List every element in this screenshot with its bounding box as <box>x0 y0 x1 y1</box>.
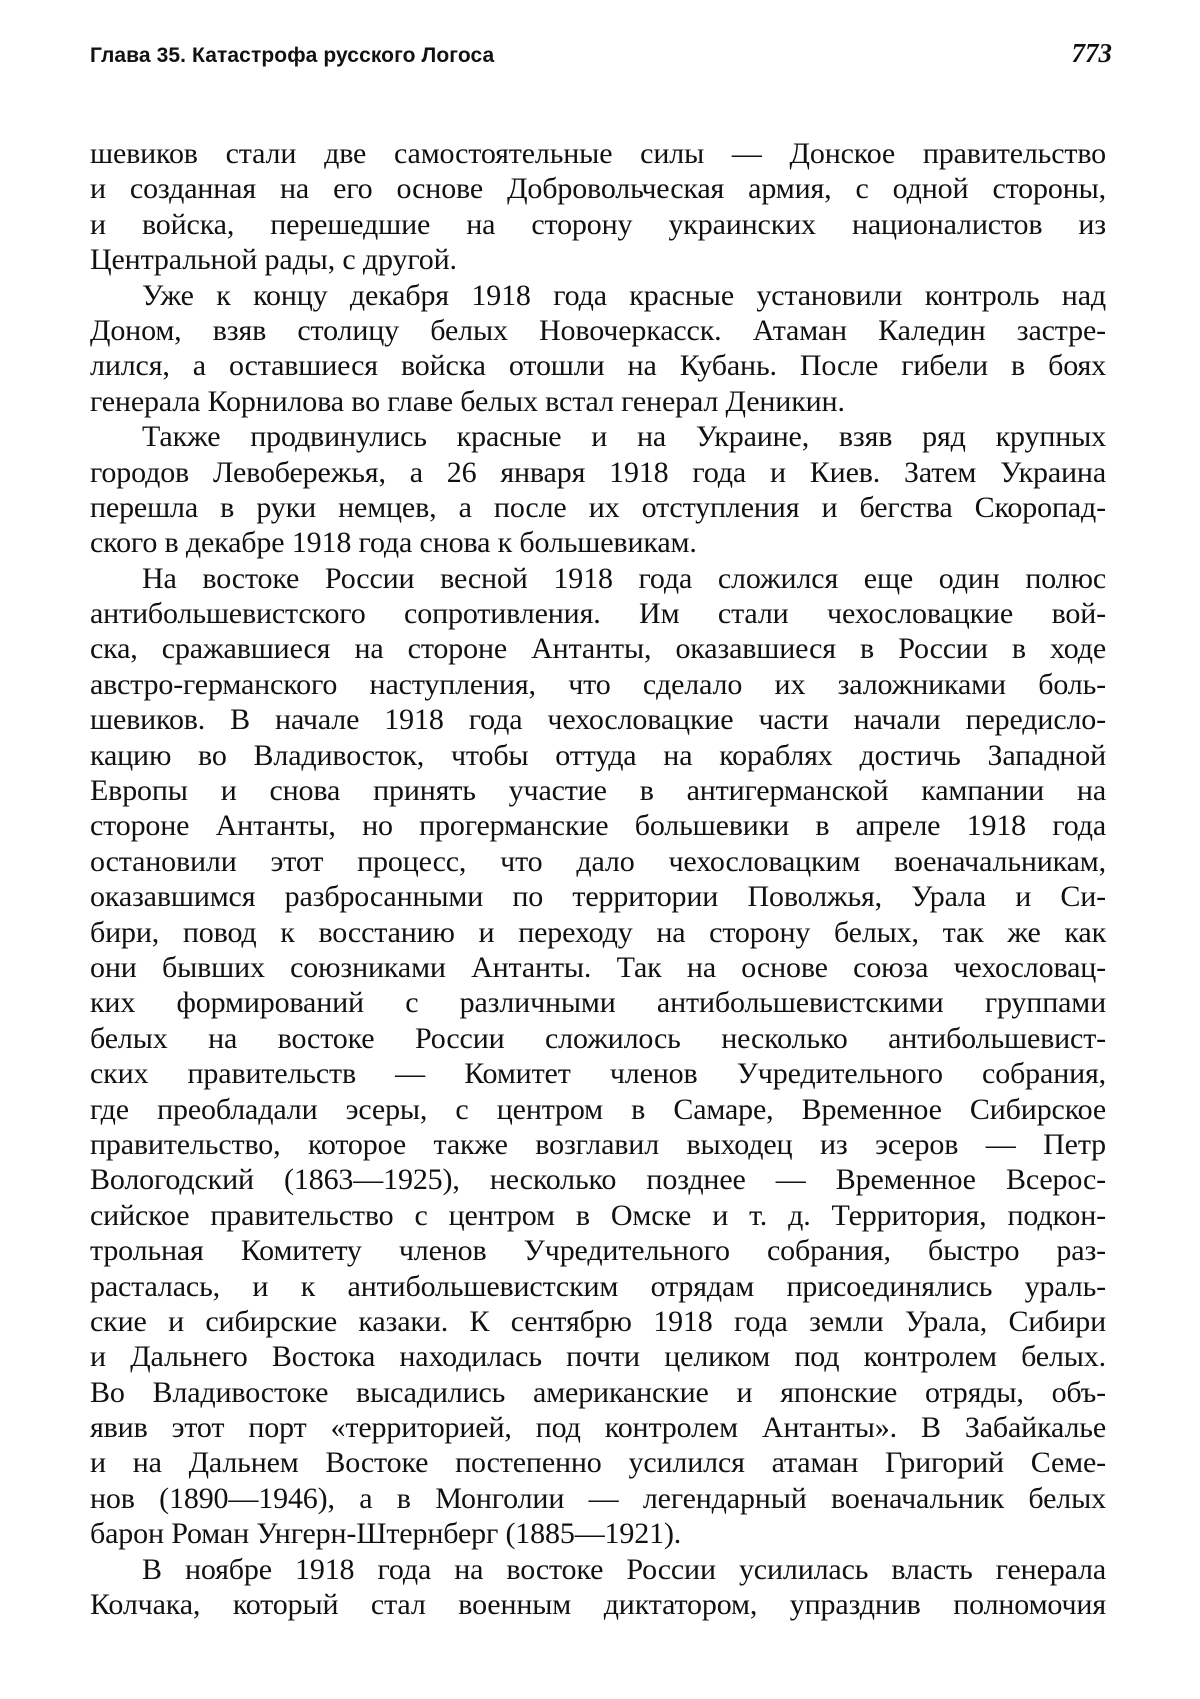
text-line: На востоке России весной 1918 года сложился еще один полюс <box>142 561 1106 595</box>
text-line: нов (1890—1946), а в Монголии — легендарный военачальник белых <box>90 1481 1106 1515</box>
chapter-title: Глава 35. Катастрофа русского Логоса <box>90 44 495 67</box>
body-text <box>90 136 1106 1622</box>
text-line: Центральной рады, с другой. <box>90 243 457 277</box>
text-line: они бывших союзниками Антанты. Так на основе союза чехословац- <box>90 950 1106 984</box>
text-line: австро-германского наступления, что сделало их заложниками боль- <box>90 667 1106 701</box>
text-line: ских правительств — Комитет членов Учредительного собрания, <box>90 1057 1106 1091</box>
text-line: и созданная на его основе Добровольческая армия, с одной стороны, <box>90 172 1106 206</box>
text-line: Вологодский (1863—1925), несколько позднее — Временное Всерос- <box>90 1163 1106 1197</box>
text-line: Во Владивостоке высадились американские и японские отряды, объ- <box>90 1375 1106 1409</box>
text-line: Колчака, который стал военным диктатором, упразднив полномочия <box>90 1588 1106 1622</box>
text-line: перешла в руки немцев, а после их отступления и бегства Скоропад- <box>90 490 1106 524</box>
text-line: ского в декабре 1918 года снова к большевикам. <box>90 526 697 560</box>
text-line: и на Дальнем Востоке постепенно усилился атаман Григорий Семе- <box>90 1446 1106 1480</box>
text-line: и Дальнего Востока находилась почти целиком под контролем белых. <box>90 1340 1106 1374</box>
text-line: и войска, перешедшие на сторону украинских националистов из <box>90 207 1106 241</box>
text-line: Европы и снова принять участие в антигерманской кампании на <box>90 774 1106 808</box>
text-line: остановили этот процесс, что дало чехословацким военачальникам, <box>90 844 1106 878</box>
text-line: городов Левобережья, а 26 января 1918 года и Киев. Затем Украина <box>90 455 1106 489</box>
text-line: ские и сибирские казаки. К сентябрю 1918 года земли Урала, Сибири <box>90 1304 1106 1338</box>
text-line: Доном, взяв столицу белых Новочеркасск. Атаман Каледин застре- <box>90 313 1106 347</box>
text-line: сийское правительство с центром в Омске и т. д. Территория, подкон- <box>90 1198 1106 1232</box>
text-line: лился, а оставшиеся войска отошли на Кубань. После гибели в боях <box>90 349 1106 383</box>
text-line: антибольшевистского сопротивления. Им стали чехословацкие вой- <box>90 597 1106 631</box>
text-line: расталась, и к антибольшевистским отрядам присоединялись ураль- <box>90 1269 1106 1303</box>
text-line: ска, сражавшиеся на стороне Антанты, оказавшиеся в России в ходе <box>90 632 1106 666</box>
text-line: правительство, которое также возглавил выходец из эсеров — Петр <box>90 1127 1106 1161</box>
running-header <box>90 38 1112 74</box>
text-line: генерала Корнилова во главе белых встал генерал Деникин. <box>90 384 845 418</box>
text-line: бири, повод к восстанию и переходу на сторону белых, так же как <box>90 915 1106 949</box>
text-line: трольная Комитету членов Учредительного собрания, быстро раз- <box>90 1234 1106 1268</box>
text-line: шевиков. В начале 1918 года чехословацкие части начали передисло- <box>90 703 1106 737</box>
text-line: кацию во Владивосток, чтобы оттуда на кораблях достичь Западной <box>90 738 1106 772</box>
text-line: В ноябре 1918 года на востоке России усилилась власть генерала <box>142 1552 1106 1586</box>
text-line: стороне Антанты, но прогерманские большевики в апреле 1918 года <box>90 809 1106 843</box>
text-line: где преобладали эсеры, с центром в Самаре, Временное Сибирское <box>90 1092 1106 1126</box>
text-line: явив этот порт «территорией, под контролем Антанты». В Забайкалье <box>90 1411 1106 1445</box>
text-line: Уже к концу декабря 1918 года красные установили контроль над <box>142 278 1106 312</box>
text-line: Также продвинулись красные и на Украине, взяв ряд крупных <box>142 420 1106 454</box>
text-line: шевиков стали две самостоятельные силы — Донское правительство <box>90 137 1106 170</box>
text-line: белых на востоке России сложилось несколько антибольшевист- <box>90 1021 1106 1055</box>
page-number: 773 <box>1071 38 1112 68</box>
text-line: барон Роман Унгерн-Штернберг (1885—1921). <box>90 1517 682 1551</box>
text-line: ких формирований с различными антибольшевистскими группами <box>90 986 1106 1020</box>
text-line: оказавшимся разбросанными по территории Поволжья, Урала и Си- <box>90 880 1106 914</box>
